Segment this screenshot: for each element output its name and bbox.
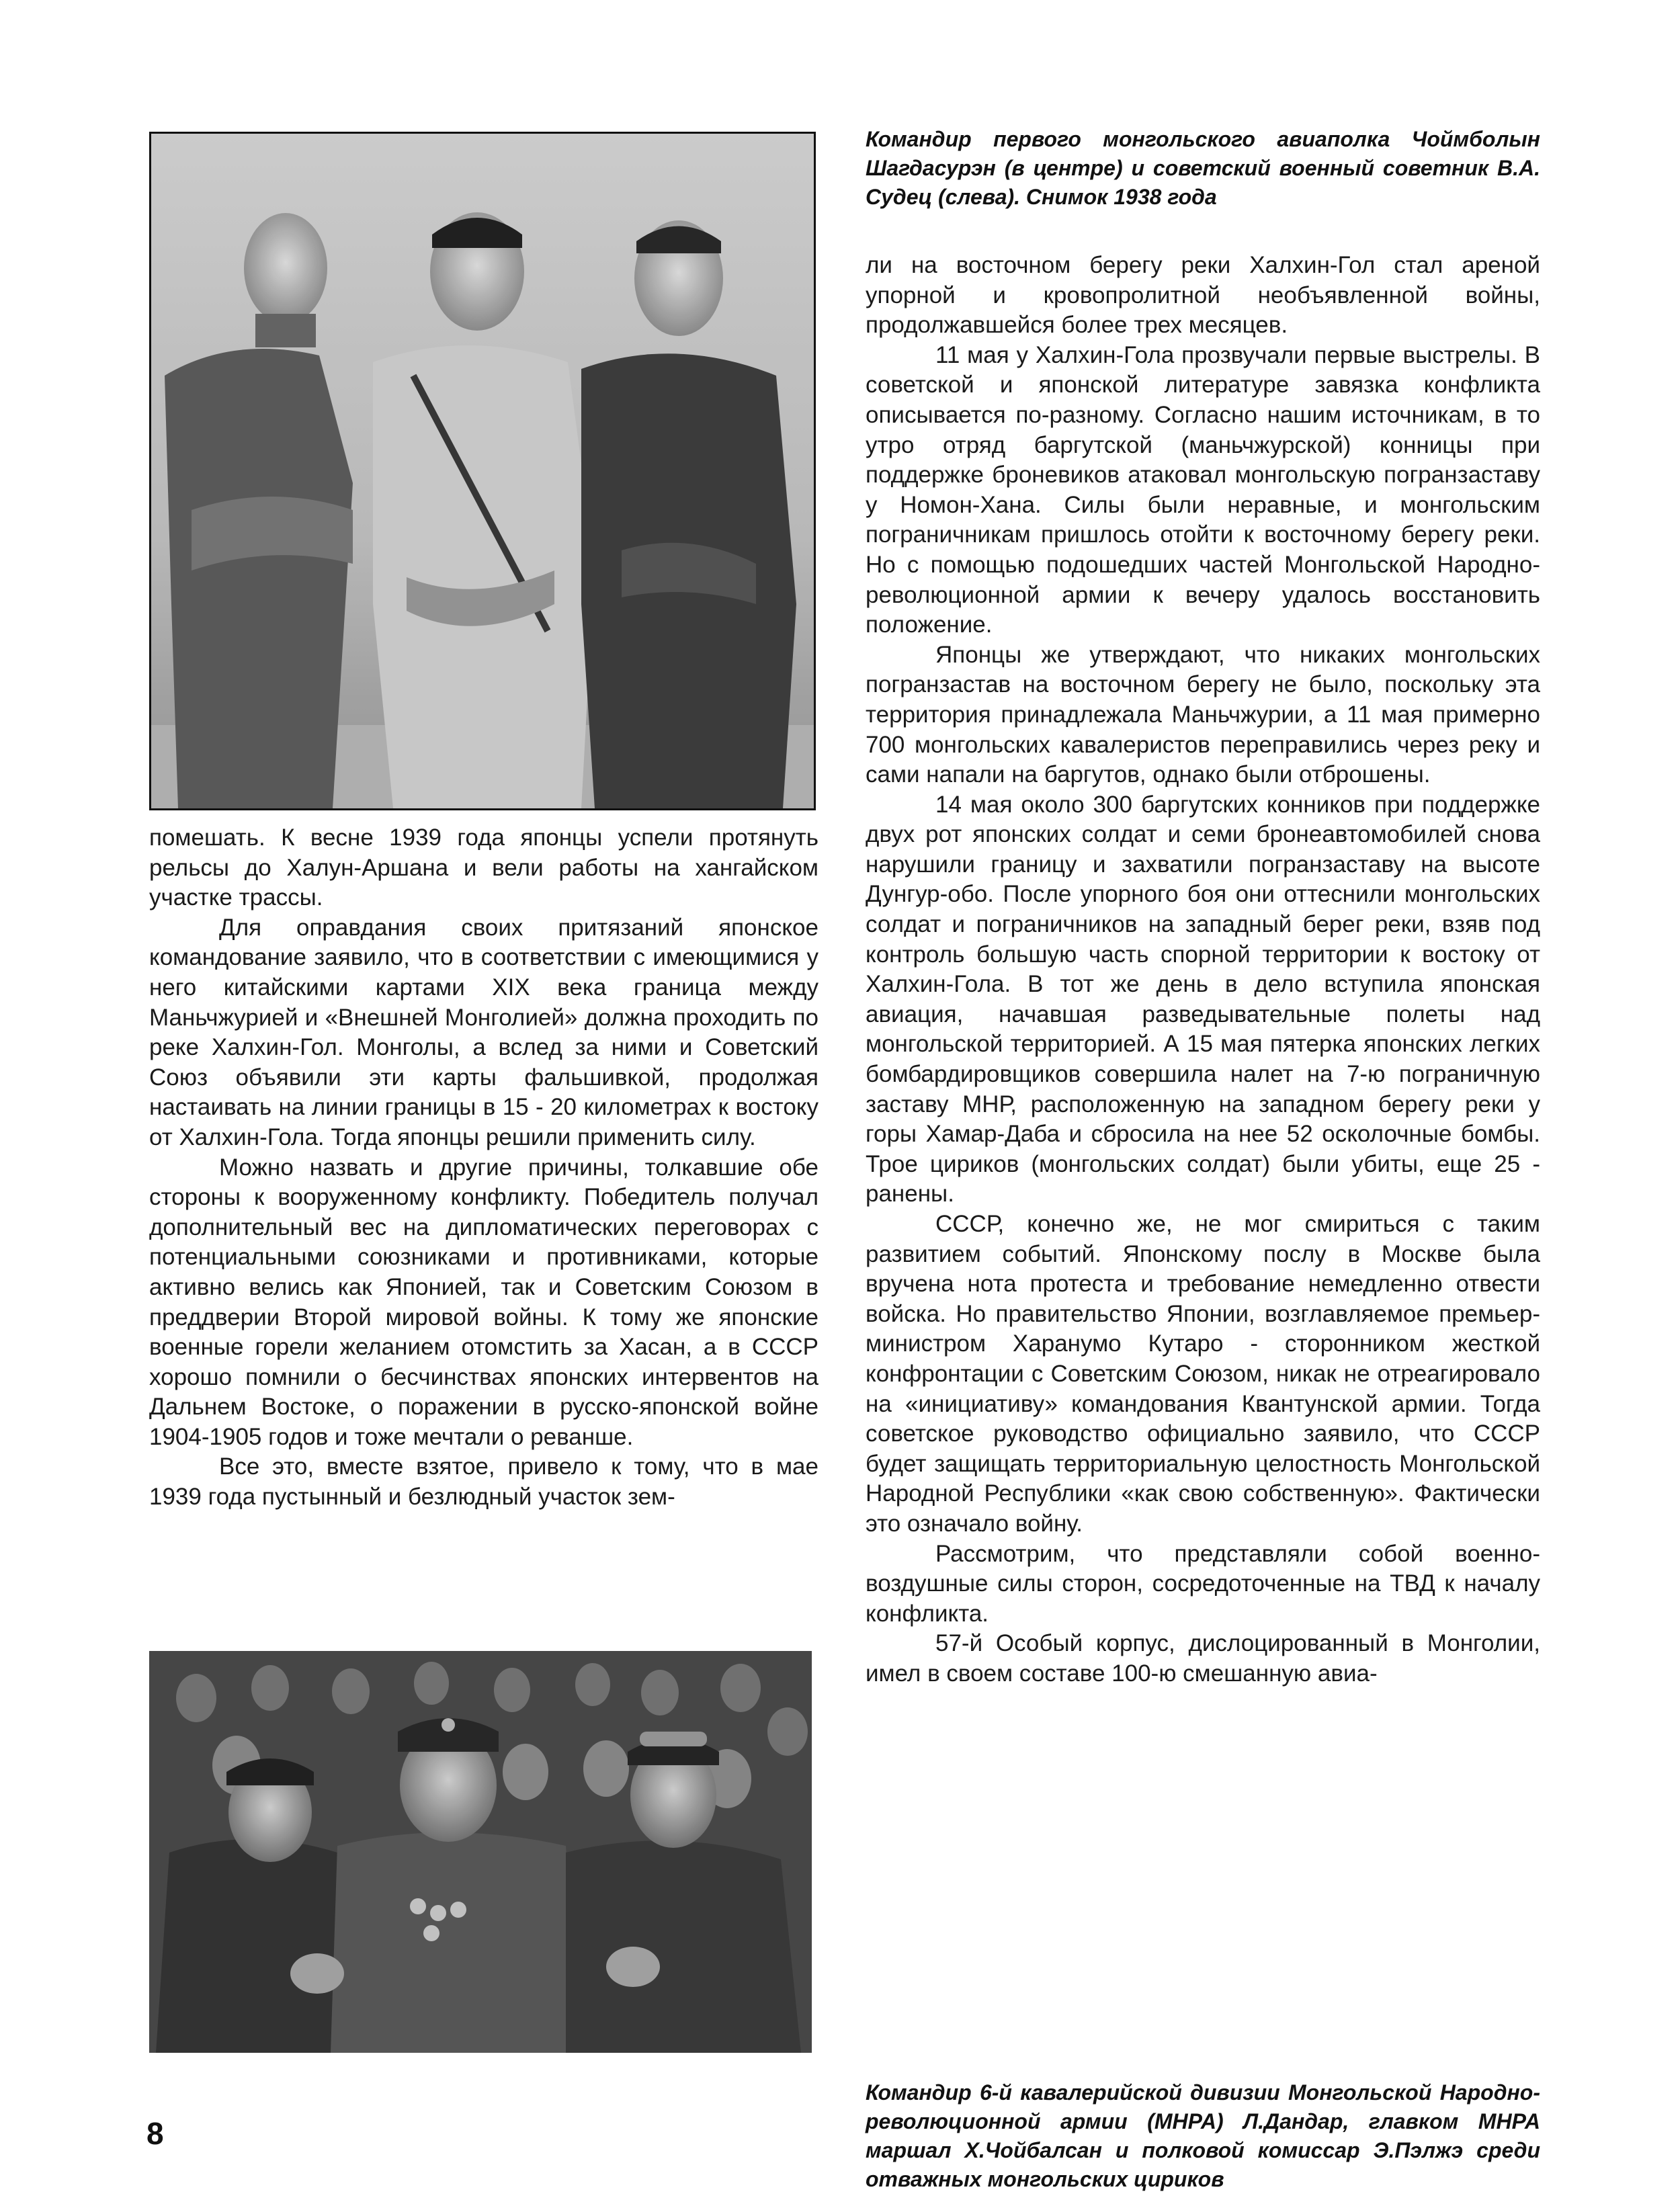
paragraph: Можно назвать и другие причины, толкавшие обе стороны к вооруженному конфликту. Победитель получал дополнительный вес на дипломатических переговорах с потенциальными союзниками и противниками, которые активно велись как Японией, так и Советским Союзом в преддверии Второй мировой войны. К тому же японские военные горели желанием отомстить за Хасан, а в СССР хорошо помнили о бесчинствах японских интервентов на Дальнем Востоке, о поражении в русско-японской войне 1904-1905 годов и тоже мечтали о реванше. — [149, 1154, 818, 1450]
photo-group-of-soldiers-icon — [149, 1651, 812, 2053]
paragraph: Рассмотрим, что представляли собой военно-воздушные силы сторон, сосредоточенные на ТВД к началу конфликта. — [866, 1540, 1540, 1627]
paragraph: 11 мая у Халхин-Гола прозвучали первые выстрелы. В советской и японской литературе завязка конфликта описывается по-разному. Согласно нашим источникам, в то утро отряд баргутской (маньчжурской) конницы при поддержке броневиков атаковал монгольскую погранзаставу у Номон-Хана. Силы были неравные, и монгольским пограничникам пришлось отойти к восточному берегу реки. Но с помощью подошедших частей Монгольской Народно-революционной армии к вечеру удалось восстановить положение. — [866, 341, 1540, 638]
paragraph: Японцы же утверждают, что никаких монгольских погранзастав на восточном берегу не было, поскольку эта территория принадлежала Маньчжурии, а 11 мая примерно 700 монгольских кавалеристов переправились через реку и сами напали на баргутов, однако были отброшены. — [866, 641, 1540, 788]
paragraph: 14 мая около 300 баргутских конников при поддержке двух рот японских солдат и семи бронеавтомобилей снова нарушили границу и захватили погранзаставу на высоте Дунгур-обо. После упорного боя они оттеснили монгольских солдат и пограничников на западный берег реки, взяв под контроль большую часть спорной территории к востоку от Халхин-Гола. В тот же день в дело вступила японская авиация, начавшая разведывательные полеты над монгольской территорией. А 15 мая пятерка японских легких бомбардировщиков совершила налет на 7-ю пограничную заставу МНР, расположенную на западном берегу реки у горы Хамар-Даба и сбросила на нее 52 осколочные бомбы. Трое цириков (монгольских солдат) были убиты, еще 25 - ранены. — [866, 791, 1540, 1207]
paragraph: 57-й Особый корпус, дислоцированный в Монголии, имел в своем составе 100-ю смешанную авиа- — [866, 1630, 1540, 1687]
paragraph: ли на восточном берегу реки Халхин-Гол стал ареной упорной и кровопролитной необъявленной войны, продолжавшейся более трех месяцев. — [866, 252, 1540, 339]
photo-three-officers-icon — [151, 134, 814, 808]
left-text-column — [149, 823, 818, 1513]
right-text-column — [866, 251, 1540, 1689]
photo-group-of-soldiers — [149, 1651, 812, 2053]
photo-caption-top: Командир первого монгольского авиаполка Чоймболын Шагдасурэн (в центре) и советский военный советник В.А. Судец (слева). Снимок 1938 года — [866, 127, 1540, 209]
paragraph: помешать. К весне 1939 года японцы успели протянуть рельсы до Халун-Аршана и вели работы на хангайском участке трассы. — [149, 824, 818, 911]
paragraph: Все это, вместе взятое, привело к тому, что в мае 1939 года пустынный и безлюдный участок зем- — [149, 1453, 818, 1511]
paragraph: СССР, конечно же, не мог смириться с таким развитием событий. Японскому послу в Москве была вручена нота протеста и требование немедленно отвести войска. Но правительство Японии, возглавляемое премьер-министром Харанумо Кутаро - сторонником жесткой конфронтации с Советским Союзом, никак не отреагировало на «инициативу» командования Квантунской армии. Тогда советское руководство официально заявило, что СССР будет защищать территориальную целостность Монгольской Народной Республики «как свою собственную». Фактически это означало войну. — [866, 1211, 1540, 1537]
photo-three-officers — [149, 132, 816, 810]
paragraph: Для оправдания своих притязаний японское командование заявило, что в соответствии с имеющимися у него китайскими картами XIX века граница между Маньчжурией и «Внешней Монголией» должна проходить по реке Халхин-Гол. Монголы, а вслед за ними и Советский Союз объявили эти карты фальшивкой, продолжая настаивать на линии границы в 15 - 20 километрах к востоку от Халхин-Гола. Тогда японцы решили применить силу. — [149, 914, 818, 1150]
page-number: 8 — [146, 2116, 164, 2151]
photo-caption-bottom: Командир 6-й кавалерийской дивизии Монгольской Народно-революционной армии (МНРА) Л.Дандар, главком МНРА маршал Х.Чойбалсан и полковой комиссар Э.Пэлжэ среди отважных монгольских цириков — [866, 2080, 1540, 2191]
